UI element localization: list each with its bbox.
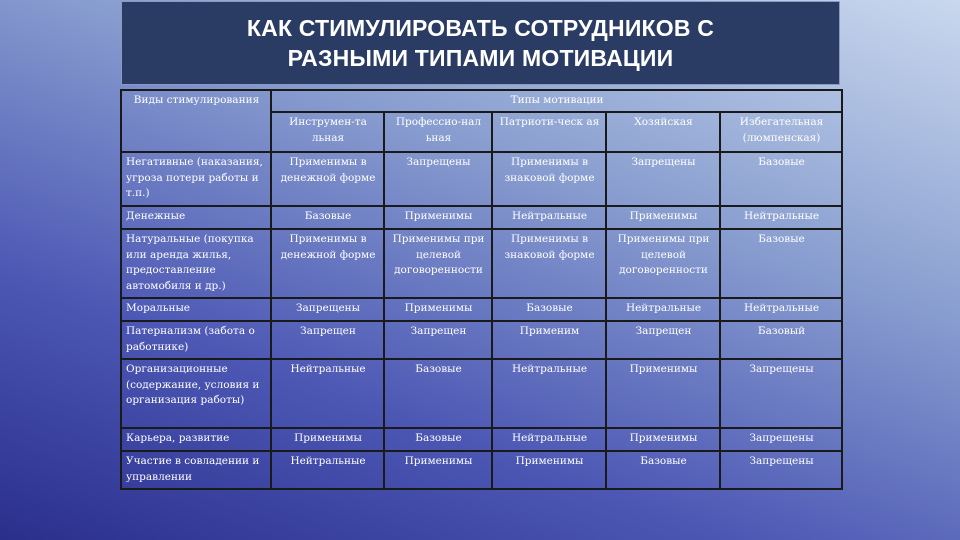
row-label: Участие в совладении и управлении xyxy=(121,451,271,489)
corner-header: Виды стимулирования xyxy=(121,90,271,152)
column-header: Хозяйская xyxy=(606,112,720,152)
slide-title-line-2: РАЗНЫМИ ТИПАМИ МОТИВАЦИИ xyxy=(287,45,674,71)
table-cell: Нейтральные xyxy=(720,206,842,229)
table-cell: Применимы в знаковой форме xyxy=(492,152,606,206)
table-cell: Нейтральные xyxy=(271,359,384,428)
table-cell: Запрещены xyxy=(720,359,842,428)
table-cell: Запрещены xyxy=(720,451,842,489)
row-label: Карьера, развитие xyxy=(121,428,271,451)
motivation-table xyxy=(120,89,843,490)
table-cell: Применимы xyxy=(492,451,606,489)
table-cell: Применимы xyxy=(384,451,492,489)
table-row xyxy=(121,229,842,298)
group-header: Типы мотивации xyxy=(271,90,842,112)
row-label: Патернализм (забота о работнике) xyxy=(121,321,271,359)
table-cell: Базовые xyxy=(384,428,492,451)
table-row xyxy=(121,321,842,359)
column-header: Избегательная (люмпенская) xyxy=(720,112,842,152)
table-cell: Применимы xyxy=(384,206,492,229)
table-cell: Базовые xyxy=(720,152,842,206)
table-cell: Базовые xyxy=(492,298,606,321)
table-row xyxy=(121,206,842,229)
table-cell: Применимы xyxy=(606,206,720,229)
table-cell: Применимы xyxy=(384,298,492,321)
table-cell: Базовые xyxy=(271,206,384,229)
table-cell: Базовые xyxy=(384,359,492,428)
table-cell: Применим xyxy=(492,321,606,359)
table-cell: Нейтральные xyxy=(271,451,384,489)
table-cell: Применимы в знаковой форме xyxy=(492,229,606,298)
column-header: Инструмен-та льная xyxy=(271,112,384,152)
table-row xyxy=(121,152,842,206)
table-cell: Нейтральные xyxy=(606,298,720,321)
table-cell: Запрещен xyxy=(271,321,384,359)
table-cell: Нейтральные xyxy=(492,359,606,428)
table-cell: Применимы xyxy=(606,359,720,428)
table-cell: Запрещены xyxy=(271,298,384,321)
table-cell: Базовый xyxy=(720,321,842,359)
table-header-row xyxy=(121,90,842,112)
table-cell: Нейтральные xyxy=(720,298,842,321)
table-cell: Запрещен xyxy=(384,321,492,359)
table-cell: Применимы xyxy=(271,428,384,451)
row-label: Моральные xyxy=(121,298,271,321)
table-row xyxy=(121,428,842,451)
row-label: Натуральные (покупка или аренда жилья, предоставление автомобиля и др.) xyxy=(121,229,271,298)
table-cell: Нейтральные xyxy=(492,206,606,229)
table-cell: Запрещены xyxy=(720,428,842,451)
column-header: Патриоти-ческ ая xyxy=(492,112,606,152)
table-row xyxy=(121,451,842,489)
table-cell: Применимы в денежной форме xyxy=(271,152,384,206)
table-cell: Базовые xyxy=(606,451,720,489)
table-cell: Запрещены xyxy=(606,152,720,206)
table-cell: Применимы при целевой договоренности xyxy=(384,229,492,298)
table-cell: Применимы xyxy=(606,428,720,451)
table-row xyxy=(121,359,842,428)
table-cell: Применимы при целевой договоренности xyxy=(606,229,720,298)
table-row xyxy=(121,298,842,321)
column-header: Профессио-нал ьная xyxy=(384,112,492,152)
row-label: Организационные (содержание, условия и организация работы) xyxy=(121,359,271,428)
table-cell: Базовые xyxy=(720,229,842,298)
table-cell: Нейтральные xyxy=(492,428,606,451)
row-label: Денежные xyxy=(121,206,271,229)
slide-title-box xyxy=(121,1,840,85)
table-cell: Применимы в денежной форме xyxy=(271,229,384,298)
row-label: Негативные (наказания, угроза потери работы и т.п.) xyxy=(121,152,271,206)
table-cell: Запрещены xyxy=(384,152,492,206)
table-cell: Запрещен xyxy=(606,321,720,359)
slide-title-line-1: КАК СТИМУЛИРОВАТЬ СОТРУДНИКОВ С xyxy=(246,15,715,41)
